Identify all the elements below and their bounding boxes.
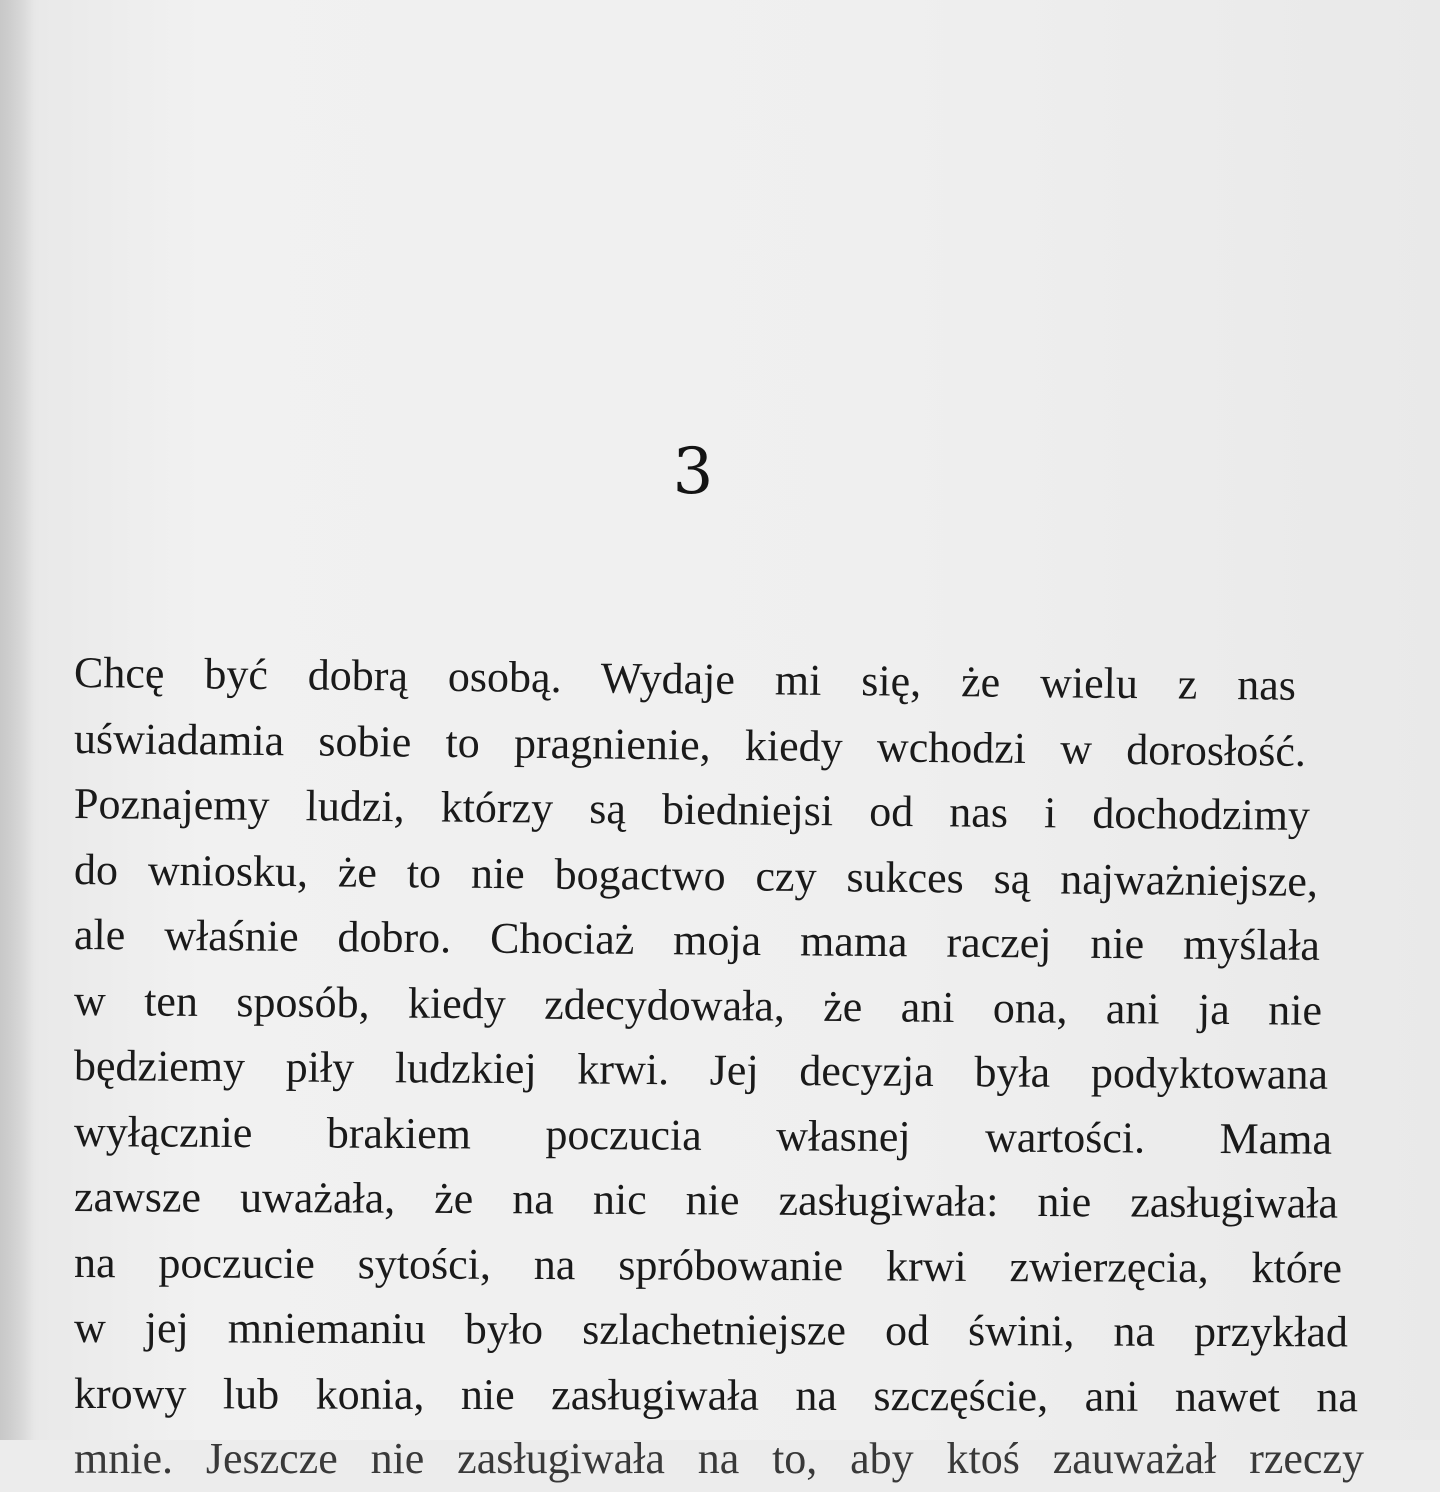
paragraph-line: będziemy piły ludzkiej krwi. Jej decyzja była podyktowana <box>73 1041 1329 1099</box>
chapter-paragraph <box>73 640 1364 1483</box>
paragraph-line: wyłącznie brakiem poczucia własnej wartości. Mama <box>73 1106 1333 1164</box>
chapter-number: 3 <box>672 435 714 509</box>
paragraph-line: Chcę być dobrą osobą. Wydaje mi się, że wielu z nas <box>73 648 1297 710</box>
paragraph-line: do wniosku, że to nie bogactwo czy sukces są najważniejsze, <box>73 844 1319 906</box>
paragraph-line: Poznajemy ludzi, którzy są biedniejsi od nas i dochodzimy <box>73 779 1311 840</box>
paragraph-line: w jej mniemaniu było szlachetniejsze od świni, na przykład <box>73 1303 1349 1357</box>
paragraph-line: na poczucie sytości, na spróbowanie krwi zwierzęcia, które <box>73 1237 1343 1293</box>
paragraph-line: ale właśnie dobro. Chociaż moja mama raczej nie myślała <box>73 910 1321 970</box>
paragraph-line: zawsze uważała, że na nic nie zasługiwała: nie zasługiwała <box>73 1172 1339 1228</box>
paragraph-line: w ten sposób, kiedy zdecydowała, że ani ona, ani ja nie <box>73 975 1323 1035</box>
paragraph-line: krowy lub konia, nie zasługiwała na szczęście, ani nawet na <box>73 1368 1359 1421</box>
paragraph-line: uświadamia sobie to pragnienie, kiedy wchodzi w dorosłość. <box>73 713 1307 776</box>
paragraph-line-cut-off: mnie. Jeszcze nie zasługiwała na to, aby ktoś zauważał rzeczy <box>74 1434 1364 1483</box>
page-gutter-shadow <box>0 0 34 1440</box>
